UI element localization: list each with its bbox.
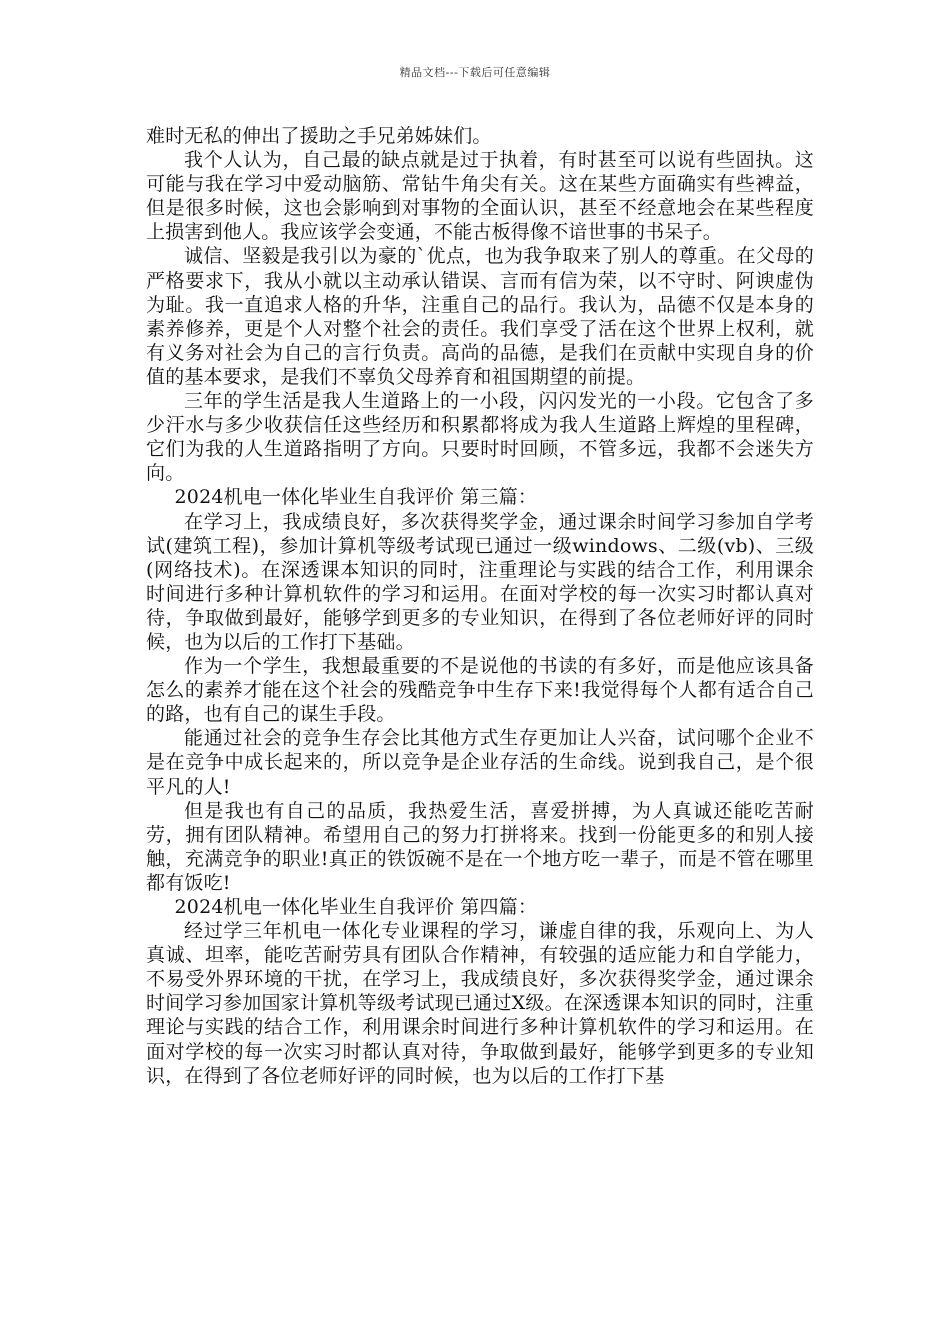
- paragraph-continuation: 难时无私的伸出了援助之手兄弟姊妹们。: [146, 125, 492, 147]
- paragraph-three-years: 经过学三年机电一体化专业课程的学习，谦虚自律的我，乐观向上、为人真诚、坦率，能吃苦耐劳具有团队合作精神，有较强的适应能力和自学能力，不易受外界环境的干扰，在学习上，我成绩良好，多次获得奖学金，通过课余时间学习参加国家计算机等级考试现已通过X级。在深透课本知识的同时，注重理论与实践的结合工作，利用课余时间进行多种计算机软件的学习和运用。在面对学校的每一次实习时都认真对待，争取做到最好，能够学到更多的专业知识，在得到了各位老师好评的同时候，也为以后的工作打下基: [146, 920, 814, 1087]
- paragraph-shortcomings: 我个人认为，自己最的缺点就是过于执着，有时甚至可以说有些固执。这可能与我在学习中爱动脑筋、常钻牛角尖有关。这在某些方面确实有些裨益，但是很多时候，这也会影响到对事物的全面认识，甚至不经意地会在某些程度上损害到他人。我应该学会变通，不能古板得像不谙世事的书呆子。: [146, 149, 814, 244]
- section-heading-part-three: 2024机电一体化毕业生自我评价 第三篇：: [174, 486, 538, 509]
- document-body: [146, 124, 814, 1088]
- paragraph-integrity: 诚信、坚毅是我引以为豪的`优点，也为我争取来了别人的尊重。在父母的严格要求下，我从小就以主动承认错误、言而有信为荣，以不守时、阿谀虚伪为耻。我一直追求人格的升华，注重自己的品行。我认为，品德不仅是本身的素养修养，更是个人对整个社会的责任。我们享受了活在这个世界上权利，就有义务对社会为自己的言行负责。高尚的品德，是我们在贡献中实现自身的价值的基本要求，是我们不辜负父母养育和祖国期望的前提。: [146, 245, 814, 388]
- paragraph-study: 在学习上，我成绩良好，多次获得奖学金，通过课余时间学习参加自学考试(建筑工程)，参加计算机等级考试现已通过一级windows、二级(vb)、三级(网络技术)。在深透课本知识的同时，注重理论与实践的结合工作，利用课余时间进行多种计算机软件的学习和运用。在面对学校的每一次实习时都认真对待，争取做到最好，能够学到更多的专业知识，在得到了各位老师好评的同时候，也为以后的工作打下基础。: [146, 510, 814, 653]
- paragraph-qualities: 作为一个学生，我想最重要的不是说他的书读的有多好，而是他应该具备怎么的素养才能在这个社会的残酷竞争中生存下来!我觉得每个人都有适合自己的路，也有自己的谋生手段。: [146, 655, 814, 726]
- paragraph-student-life: 三年的学生活是我人生道路上的一小段，闪闪发光的一小段。它包含了多少汗水与多少收获信任这些经历和积累都将成为我人生道路上辉煌的里程碑，它们为我的人生道路指明了方向。只要时时回顾，不管多远，我都不会迷失方向。: [146, 390, 814, 485]
- paragraph-competition: 能通过社会的竞争生存会比其他方式生存更加让人兴奋，试问哪个企业不是在竞争中成长起来的，所以竞争是企业存活的生命线。说到我自己，是个很平凡的人!: [146, 727, 814, 798]
- section-heading-part-four: 2024机电一体化毕业生自我评价 第四篇：: [174, 896, 538, 918]
- paragraph-character: 但是我也有自己的品质，我热爱生活，喜爱拼搏，为人真诚还能吃苦耐劳，拥有团队精神。希望用自己的努力打拼将来。找到一份能更多的和别人接触，充满竞争的职业!真正的铁饭碗不是在一个地方吃一辈子，而是不管在哪里都有饭吃!: [146, 799, 814, 894]
- page-header: 精品文档---下载后可任意编辑: [399, 66, 551, 79]
